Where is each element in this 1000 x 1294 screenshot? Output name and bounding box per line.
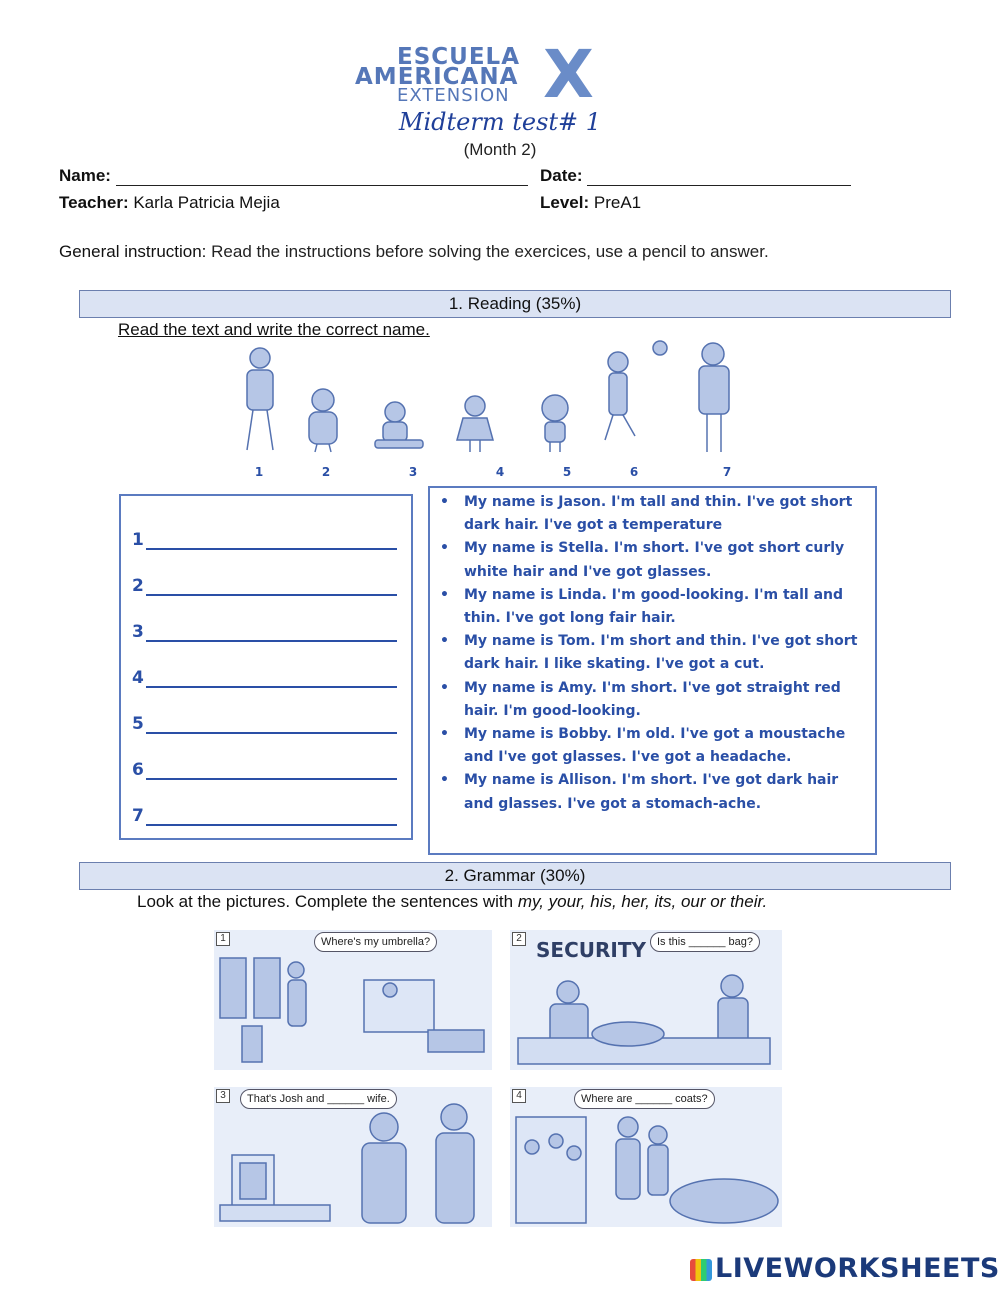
speech-bubble: That's Josh and ______ wife. — [240, 1089, 397, 1109]
general-instruction-label: General instruction: — [59, 242, 207, 261]
figure-number: 1 — [254, 465, 264, 479]
person-6-figure — [605, 341, 667, 440]
date-label: Date: — [540, 166, 583, 185]
answer-row[interactable] — [132, 760, 397, 784]
school-logo — [355, 36, 625, 113]
general-instruction-text: Read the instructions before solving the exercices, use a pencil to answer. — [211, 242, 769, 261]
level-label: Level: — [540, 193, 590, 212]
description-item: • My name is Stella. I'm short. I've got short curly white hair and I've got glasses. — [464, 537, 867, 583]
liveworksheets-text: LIVEWORKSHEETS — [715, 1253, 1000, 1284]
grammar-instruction-text: Look at the pictures. Complete the sentences with — [137, 892, 518, 911]
description-item: • My name is Amy. I'm short. I've got straight red hair. I'm good-looking. — [464, 677, 867, 723]
grammar-panel-1 — [214, 930, 492, 1070]
panel-number: 1 — [216, 932, 230, 946]
logo-text-line2: AMERICANA — [355, 64, 519, 90]
reading-instruction: Read the text and write the correct name. — [118, 320, 430, 339]
reading-section-header: 1. Reading (35%) — [79, 290, 951, 318]
panel-number: 3 — [216, 1089, 230, 1103]
teacher-field — [59, 193, 280, 213]
answer-row[interactable] — [132, 668, 397, 692]
logo-x-mark: X — [543, 36, 595, 113]
speech-bubble: Where are ______ coats? — [574, 1089, 715, 1109]
descriptions-box — [428, 486, 877, 855]
date-field — [540, 166, 851, 186]
grammar-instruction — [137, 892, 937, 912]
answer-number: 2 — [132, 576, 144, 596]
scene-4-illustration — [510, 1087, 782, 1227]
answer-row[interactable] — [132, 622, 397, 646]
person-7-figure — [699, 343, 729, 452]
test-title: Midterm test# 1 — [398, 108, 602, 136]
liveworksheets-logo[interactable] — [690, 1253, 1000, 1284]
panel-number: 2 — [512, 932, 526, 946]
description-item: • My name is Jason. I'm tall and thin. I've got short dark hair. I've got a temperature — [464, 491, 867, 537]
grammar-panel-3 — [214, 1087, 492, 1227]
liveworksheets-icon — [690, 1259, 712, 1281]
grammar-panel-4 — [510, 1087, 782, 1227]
person-2-figure — [309, 389, 337, 452]
answer-row[interactable] — [132, 576, 397, 600]
level-value: PreA1 — [593, 193, 642, 212]
speech-bubble: Is this ______ bag? — [650, 932, 760, 952]
answer-number: 7 — [132, 806, 144, 826]
figure-number: 7 — [722, 465, 732, 479]
people-illustration — [225, 340, 765, 485]
speech-bubble: Where's my umbrella? — [314, 932, 437, 952]
panel-number: 4 — [512, 1089, 526, 1103]
description-item: • My name is Bobby. I'm old. I've got a moustache and I've got glasses. I've got a headache. — [464, 723, 867, 769]
security-sign: SECURITY — [536, 938, 646, 962]
figure-number: 2 — [321, 465, 331, 479]
person-1-figure — [247, 348, 273, 450]
teacher-value: Karla Patricia Mejia — [133, 193, 280, 212]
figure-number: 6 — [629, 465, 639, 479]
figure-number: 5 — [562, 465, 572, 479]
person-5-figure — [542, 395, 568, 452]
answer-number: 3 — [132, 622, 144, 642]
answer-box — [119, 494, 413, 840]
description-item: • My name is Allison. I'm short. I've got dark hair and glasses. I've got a stomach-ache. — [464, 769, 867, 815]
answer-row[interactable] — [132, 714, 397, 738]
teacher-label: Teacher: — [59, 193, 129, 212]
grammar-section-header: 2. Grammar (30%) — [79, 862, 951, 890]
logo-text-line3: EXTENSION — [397, 85, 510, 106]
scene-1-illustration — [214, 930, 492, 1070]
date-blank[interactable] — [587, 169, 851, 186]
answer-row[interactable] — [132, 806, 397, 830]
answer-number: 6 — [132, 760, 144, 780]
general-instruction — [59, 242, 959, 262]
answer-number: 5 — [132, 714, 144, 734]
description-item: • My name is Tom. I'm short and thin. I've got short dark hair. I like skating. I've got a cut. — [464, 630, 867, 676]
description-item: • My name is Linda. I'm good-looking. I'm tall and thin. I've got long fair hair. — [464, 584, 867, 630]
name-label: Name: — [59, 166, 111, 185]
name-field — [59, 166, 528, 186]
figure-number: 3 — [408, 465, 418, 479]
logo-text-line1: ESCUELA — [397, 44, 520, 70]
figure-number: 4 — [495, 465, 505, 479]
descriptions-list — [430, 488, 875, 816]
answer-number: 4 — [132, 668, 144, 688]
level-field — [540, 193, 641, 213]
test-subtitle: (Month 2) — [463, 140, 537, 159]
grammar-instruction-words: my, your, his, her, its, our or their. — [517, 892, 768, 911]
answer-number: 1 — [132, 530, 144, 550]
answer-row[interactable] — [132, 530, 397, 554]
person-4-figure — [457, 396, 493, 452]
grammar-panel-2 — [510, 930, 782, 1070]
person-3-figure — [375, 402, 423, 448]
scene-3-illustration — [214, 1087, 492, 1227]
name-blank[interactable] — [116, 169, 528, 186]
